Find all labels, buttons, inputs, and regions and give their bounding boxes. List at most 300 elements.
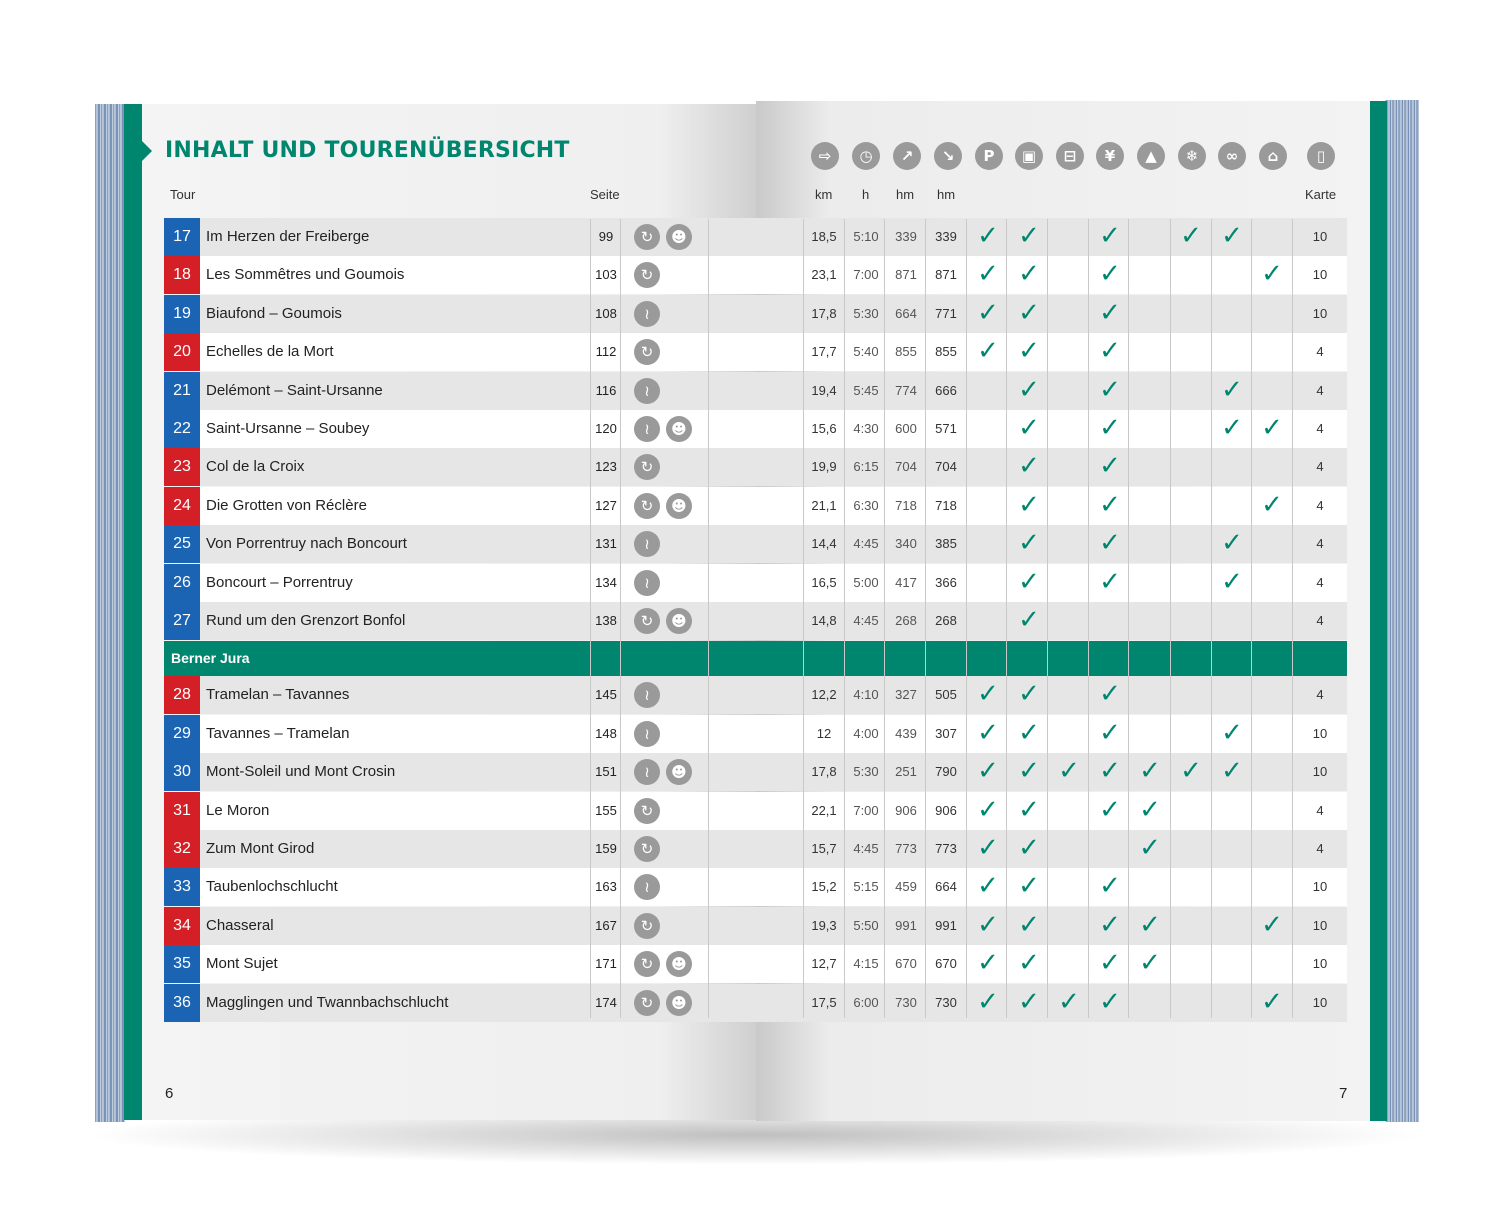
winter-icon: ❄ xyxy=(1178,142,1206,170)
round-trip-icon: ↻ xyxy=(634,262,660,288)
descent-hm: 718 xyxy=(935,497,957,513)
tour-name: Saint-Ursanne – Soubey xyxy=(206,420,370,437)
round-trip-icon: ↻ xyxy=(634,798,660,824)
page-reference: 171 xyxy=(595,956,617,972)
column-divider xyxy=(1251,219,1252,1018)
ascent-hm: 718 xyxy=(895,497,917,513)
header-h: h xyxy=(862,187,870,202)
check-icon: ✓ xyxy=(1099,871,1121,902)
check-icon: ✓ xyxy=(1018,794,1040,825)
ascent-hm: 774 xyxy=(895,382,917,398)
check-icon: ✓ xyxy=(1018,413,1040,443)
column-divider xyxy=(1170,219,1171,1018)
check-icon: ✓ xyxy=(1099,566,1121,597)
check-icon: ✓ xyxy=(1018,833,1040,863)
column-divider xyxy=(590,219,591,1018)
tour-name: Delémont – Saint-Ursanne xyxy=(206,381,383,399)
check-icon: ✓ xyxy=(1139,909,1161,940)
one-way-icon: ≀ xyxy=(634,682,660,708)
check-icon: ✓ xyxy=(1099,259,1121,290)
ascent-hm: 906 xyxy=(895,802,917,818)
parking-icon: P xyxy=(975,142,1003,170)
descent-hm: 991 xyxy=(935,917,957,933)
section-label: Berner Jura xyxy=(171,649,250,666)
tour-name: Zum Mont Girod xyxy=(206,840,315,857)
check-icon: ✓ xyxy=(1018,451,1040,482)
right-green-band xyxy=(1370,101,1387,1121)
check-icon: ✓ xyxy=(977,986,999,1017)
descent-hm: 771 xyxy=(935,305,957,321)
duration-hours: 6:00 xyxy=(853,994,879,1010)
descent-hm: 385 xyxy=(935,536,957,552)
tour-number: 35 xyxy=(164,945,200,983)
check-icon: ✓ xyxy=(1018,566,1040,597)
descent-hm: 704 xyxy=(935,459,957,475)
descent-hm: 268 xyxy=(935,613,957,628)
check-icon: ✓ xyxy=(1099,413,1121,443)
check-icon: ✓ xyxy=(1261,489,1283,520)
check-icon: ✓ xyxy=(1139,948,1161,979)
map-number: 4 xyxy=(1316,841,1324,856)
header-km: km xyxy=(815,187,833,202)
page-reference: 148 xyxy=(595,725,617,741)
descent-hm: 571 xyxy=(935,421,957,436)
descent-arrow-icon: ↘ xyxy=(934,142,962,170)
descent-hm: 871 xyxy=(935,267,957,283)
map-number: 10 xyxy=(1312,764,1328,780)
tour-name: Echelles de la Mort xyxy=(206,343,334,361)
ascent-hm: 600 xyxy=(895,421,917,436)
ascent-hm: 459 xyxy=(895,879,917,895)
tour-name: Boncourt – Porrentruy xyxy=(206,573,353,591)
duration-hours: 4:30 xyxy=(853,421,879,436)
map-icon: ▯ xyxy=(1307,142,1335,170)
map-number: 4 xyxy=(1316,459,1324,475)
map-number: 4 xyxy=(1316,802,1324,818)
tour-number: 22 xyxy=(164,410,200,448)
descent-hm: 670 xyxy=(935,956,957,972)
check-icon: ✓ xyxy=(1018,679,1040,710)
tour-number: 27 xyxy=(164,602,200,640)
one-way-icon: ≀ xyxy=(634,301,660,327)
descent-hm: 906 xyxy=(935,802,957,818)
tour-name: Mont-Soleil und Mont Crosin xyxy=(206,763,396,781)
check-icon: ✓ xyxy=(1018,605,1040,635)
distance-km: 18,5 xyxy=(811,229,837,244)
distance-km: 21,1 xyxy=(811,497,837,513)
tour-name: Biaufond – Goumois xyxy=(206,304,342,322)
page-reference: 151 xyxy=(595,764,617,780)
column-divider xyxy=(1128,219,1129,1018)
tour-name: Le Moron xyxy=(206,801,270,819)
map-number: 10 xyxy=(1312,229,1328,244)
check-icon: ✓ xyxy=(1018,909,1040,940)
page-number-left: 6 xyxy=(165,1085,174,1102)
check-icon: ✓ xyxy=(1139,794,1161,825)
round-trip-icon: ↻ xyxy=(634,454,660,480)
left-green-band xyxy=(124,104,142,1120)
distance-km: 17,8 xyxy=(811,764,837,780)
ascent-hm: 268 xyxy=(895,613,917,628)
duration-hours: 4:45 xyxy=(853,613,879,628)
duration-hours: 7:00 xyxy=(853,267,879,283)
map-number: 4 xyxy=(1316,574,1324,590)
check-icon: ✓ xyxy=(1139,833,1161,863)
tour-number: 20 xyxy=(164,333,200,371)
duration-hours: 5:50 xyxy=(853,917,879,933)
tour-number: 32 xyxy=(164,830,200,868)
check-icon: ✓ xyxy=(1099,336,1121,367)
distance-km: 17,5 xyxy=(811,994,837,1010)
check-icon: ✓ xyxy=(1099,297,1121,328)
round-trip-icon: ↻ xyxy=(634,493,660,519)
check-icon: ✓ xyxy=(977,297,999,328)
family-friendly-icon: ☻ xyxy=(666,608,692,634)
distance-km: 12 xyxy=(816,725,832,741)
tour-name: Mont Sujet xyxy=(206,955,278,973)
ascent-hm: 417 xyxy=(895,574,917,590)
duration-hours: 5:00 xyxy=(853,574,879,590)
check-icon: ✓ xyxy=(1058,756,1080,787)
distance-km: 23,1 xyxy=(811,267,837,283)
page-reference: 112 xyxy=(595,344,617,360)
map-number: 10 xyxy=(1312,917,1328,933)
check-icon: ✓ xyxy=(1261,259,1283,290)
header-hm-down: hm xyxy=(937,187,956,202)
cable-car-icon: ⊟ xyxy=(1056,142,1084,170)
duration-hours: 4:45 xyxy=(853,841,879,856)
distance-km: 15,6 xyxy=(811,421,837,436)
restaurant-icon: ¥ xyxy=(1096,142,1124,170)
check-icon: ✓ xyxy=(1261,986,1283,1017)
family-friendly-icon: ☻ xyxy=(666,951,692,977)
descent-hm: 339 xyxy=(935,229,957,244)
check-icon: ✓ xyxy=(1018,336,1040,367)
duration-hours: 5:40 xyxy=(853,344,879,360)
ascent-hm: 670 xyxy=(895,956,917,972)
page-reference: 99 xyxy=(598,229,614,244)
one-way-icon: ≀ xyxy=(634,416,660,442)
distance-km: 14,8 xyxy=(811,613,837,628)
ascent-hm: 773 xyxy=(895,841,917,856)
check-icon: ✓ xyxy=(1099,717,1121,748)
duration-hours: 5:30 xyxy=(853,764,879,780)
duration-hours: 5:30 xyxy=(853,305,879,321)
bus-icon: ▣ xyxy=(1015,142,1043,170)
round-trip-icon: ↻ xyxy=(634,913,660,939)
tour-number: 23 xyxy=(164,448,200,486)
check-icon: ✓ xyxy=(1018,756,1040,787)
check-icon: ✓ xyxy=(1018,528,1040,559)
check-icon: ✓ xyxy=(1099,489,1121,520)
page-reference: 123 xyxy=(595,459,617,475)
tour-name: Von Porrentruy nach Boncourt xyxy=(206,535,407,553)
round-trip-icon: ↻ xyxy=(634,951,660,977)
check-icon: ✓ xyxy=(1221,221,1243,251)
check-icon: ✓ xyxy=(977,679,999,710)
page-reference: 145 xyxy=(595,687,617,703)
page-reference: 134 xyxy=(595,574,617,590)
descent-hm: 366 xyxy=(935,574,957,590)
signpost-icon: ⇨ xyxy=(811,142,839,170)
map-number: 10 xyxy=(1312,267,1328,283)
tour-number: 24 xyxy=(164,487,200,525)
ascent-hm: 664 xyxy=(895,305,917,321)
check-icon: ✓ xyxy=(1099,374,1121,405)
page-reference: 167 xyxy=(595,917,617,933)
round-trip-icon: ↻ xyxy=(634,608,660,634)
distance-km: 19,9 xyxy=(811,459,837,475)
descent-hm: 773 xyxy=(935,841,957,856)
tour-number: 19 xyxy=(164,295,200,333)
column-divider xyxy=(1211,219,1212,1018)
distance-km: 15,7 xyxy=(811,841,837,856)
check-icon: ✓ xyxy=(1018,948,1040,979)
header-tour: Tour xyxy=(170,187,196,202)
duration-hours: 4:00 xyxy=(853,725,879,741)
ascent-hm: 730 xyxy=(895,994,917,1010)
column-divider xyxy=(620,219,621,1018)
tour-name: Rund um den Grenzort Bonfol xyxy=(206,612,406,629)
check-icon: ✓ xyxy=(977,717,999,748)
family-friendly-icon: ☻ xyxy=(666,416,692,442)
descent-hm: 307 xyxy=(935,725,957,741)
tour-name: Col de la Croix xyxy=(206,458,305,476)
tour-name: Tavannes – Tramelan xyxy=(206,724,350,742)
clock-icon: ◷ xyxy=(852,142,880,170)
map-number: 4 xyxy=(1316,613,1324,628)
descent-hm: 855 xyxy=(935,344,957,360)
check-icon: ✓ xyxy=(977,871,999,902)
tour-name: Tramelan – Tavannes xyxy=(206,686,350,704)
duration-hours: 6:15 xyxy=(853,459,879,475)
distance-km: 17,8 xyxy=(811,305,837,321)
check-icon: ✓ xyxy=(977,909,999,940)
check-icon: ✓ xyxy=(1099,909,1121,940)
duration-hours: 5:15 xyxy=(853,879,879,895)
distance-km: 15,2 xyxy=(811,879,837,895)
check-icon: ✓ xyxy=(1221,566,1243,597)
one-way-icon: ≀ xyxy=(634,874,660,900)
check-icon: ✓ xyxy=(1018,374,1040,405)
summit-icon: ▲ xyxy=(1137,142,1165,170)
tour-name: Die Grotten von Réclère xyxy=(206,496,367,514)
check-icon: ✓ xyxy=(1221,756,1243,787)
check-icon: ✓ xyxy=(1099,679,1121,710)
page-reference: 127 xyxy=(595,497,617,513)
map-number: 10 xyxy=(1312,725,1328,741)
tour-number: 31 xyxy=(164,792,200,830)
column-divider xyxy=(1047,219,1048,1018)
check-icon: ✓ xyxy=(1018,717,1040,748)
check-icon: ✓ xyxy=(977,794,999,825)
tour-name: Im Herzen der Freiberge xyxy=(206,228,370,245)
duration-hours: 4:10 xyxy=(853,687,879,703)
distance-km: 17,7 xyxy=(811,344,837,360)
descent-hm: 790 xyxy=(935,764,957,780)
tour-number: 21 xyxy=(164,372,200,410)
page-number-right: 7 xyxy=(1339,1085,1348,1102)
check-icon: ✓ xyxy=(1099,794,1121,825)
distance-km: 22,1 xyxy=(811,802,837,818)
check-icon: ✓ xyxy=(1139,756,1161,787)
check-icon: ✓ xyxy=(977,336,999,367)
ascent-hm: 855 xyxy=(895,344,917,360)
check-icon: ✓ xyxy=(977,833,999,863)
column-divider xyxy=(803,219,804,1018)
check-icon: ✓ xyxy=(1221,374,1243,405)
page-title: INHALT UND TOURENÜBERSICHT xyxy=(165,138,570,163)
ascent-hm: 991 xyxy=(895,917,917,933)
tour-number: 29 xyxy=(164,715,200,753)
distance-km: 16,5 xyxy=(811,574,837,590)
distance-km: 19,3 xyxy=(811,917,837,933)
column-divider xyxy=(708,219,709,1018)
duration-hours: 4:15 xyxy=(853,956,879,972)
check-icon: ✓ xyxy=(1018,489,1040,520)
page-reference: 103 xyxy=(595,267,617,283)
tour-name: Taubenlochschlucht xyxy=(206,878,338,896)
descent-hm: 664 xyxy=(935,879,957,895)
check-icon: ✓ xyxy=(1099,451,1121,482)
check-icon: ✓ xyxy=(1180,221,1202,251)
check-icon: ✓ xyxy=(1261,909,1283,940)
title-marker xyxy=(142,141,152,161)
page-reference: 155 xyxy=(595,802,617,818)
check-icon: ✓ xyxy=(1058,986,1080,1017)
check-icon: ✓ xyxy=(1221,717,1243,748)
ascent-hm: 251 xyxy=(895,764,917,780)
map-number: 10 xyxy=(1312,956,1328,972)
tour-number: 26 xyxy=(164,564,200,602)
ascent-hm: 327 xyxy=(895,687,917,703)
map-number: 4 xyxy=(1316,497,1324,513)
check-icon: ✓ xyxy=(977,259,999,290)
column-divider xyxy=(1088,219,1089,1018)
map-number: 4 xyxy=(1316,687,1324,703)
one-way-icon: ≀ xyxy=(634,570,660,596)
check-icon: ✓ xyxy=(1261,413,1283,443)
check-icon: ✓ xyxy=(1221,528,1243,559)
page-reference: 116 xyxy=(595,382,617,398)
check-icon: ✓ xyxy=(977,221,999,251)
ascent-hm: 871 xyxy=(895,267,917,283)
column-divider xyxy=(966,219,967,1018)
page-reference: 138 xyxy=(595,613,617,628)
tour-number: 17 xyxy=(164,218,200,256)
map-number: 4 xyxy=(1316,536,1324,552)
check-icon: ✓ xyxy=(1018,986,1040,1017)
distance-km: 12,7 xyxy=(811,956,837,972)
page-reference: 163 xyxy=(595,879,617,895)
duration-hours: 5:10 xyxy=(853,229,879,244)
one-way-icon: ≀ xyxy=(634,531,660,557)
tour-number: 34 xyxy=(164,907,200,945)
header-seite: Seite xyxy=(590,187,620,202)
one-way-icon: ≀ xyxy=(634,759,660,785)
duration-hours: 6:30 xyxy=(853,497,879,513)
one-way-icon: ≀ xyxy=(634,721,660,747)
column-divider xyxy=(1006,219,1007,1018)
check-icon: ✓ xyxy=(1221,413,1243,443)
column-divider xyxy=(884,219,885,1018)
tour-number: 28 xyxy=(164,676,200,714)
family-friendly-icon: ☻ xyxy=(666,493,692,519)
map-number: 4 xyxy=(1316,382,1324,398)
duration-hours: 7:00 xyxy=(853,802,879,818)
round-trip-icon: ↻ xyxy=(634,339,660,365)
descent-hm: 505 xyxy=(935,687,957,703)
page-reference: 131 xyxy=(595,536,617,552)
page-edges-left xyxy=(95,104,125,1122)
check-icon: ✓ xyxy=(1180,756,1202,787)
page-reference: 159 xyxy=(595,841,617,856)
map-number: 10 xyxy=(1312,994,1328,1010)
page-reference: 174 xyxy=(595,994,617,1010)
tour-name: Magglingen und Twannbachschlucht xyxy=(206,993,449,1011)
tour-number: 36 xyxy=(164,984,200,1022)
check-icon: ✓ xyxy=(1018,871,1040,902)
page-reference: 108 xyxy=(595,305,617,321)
check-icon: ✓ xyxy=(1099,948,1121,979)
ascent-hm: 339 xyxy=(895,229,917,244)
check-icon: ✓ xyxy=(977,756,999,787)
check-icon: ✓ xyxy=(1099,756,1121,787)
ascent-hm: 340 xyxy=(895,536,917,552)
header-karte: Karte xyxy=(1305,187,1337,202)
family-friendly-icon: ☻ xyxy=(666,759,692,785)
duration-hours: 4:45 xyxy=(853,536,879,552)
column-divider xyxy=(925,219,926,1018)
descent-hm: 666 xyxy=(935,382,957,398)
duration-hours: 5:45 xyxy=(853,382,879,398)
page-edges-right xyxy=(1385,100,1419,1122)
check-icon: ✓ xyxy=(1018,259,1040,290)
tour-name: Chasseral xyxy=(206,916,274,934)
one-way-icon: ≀ xyxy=(634,378,660,404)
distance-km: 12,2 xyxy=(811,687,837,703)
round-trip-icon: ↻ xyxy=(634,224,660,250)
check-icon: ✓ xyxy=(977,948,999,979)
header-hm-up: hm xyxy=(896,187,915,202)
tour-number: 33 xyxy=(164,868,200,906)
family-friendly-icon: ☻ xyxy=(666,224,692,250)
descent-hm: 730 xyxy=(935,994,957,1010)
map-number: 4 xyxy=(1316,344,1324,360)
page-reference: 120 xyxy=(595,421,617,436)
ascent-hm: 439 xyxy=(895,725,917,741)
bicycle-icon: ∞ xyxy=(1218,142,1246,170)
distance-km: 19,4 xyxy=(811,382,837,398)
check-icon: ✓ xyxy=(1018,297,1040,328)
round-trip-icon: ↻ xyxy=(634,836,660,862)
accommodation-icon: ⌂ xyxy=(1259,142,1287,170)
round-trip-icon: ↻ xyxy=(634,990,660,1016)
tour-number: 18 xyxy=(164,256,200,294)
column-divider xyxy=(844,219,845,1018)
check-icon: ✓ xyxy=(1099,986,1121,1017)
distance-km: 14,4 xyxy=(811,536,837,552)
check-icon: ✓ xyxy=(1099,221,1121,251)
tour-name: Les Sommêtres und Goumois xyxy=(206,266,405,284)
ascent-arrow-icon: ↗ xyxy=(893,142,921,170)
map-number: 4 xyxy=(1316,421,1324,436)
tour-number: 25 xyxy=(164,525,200,563)
ascent-hm: 704 xyxy=(895,459,917,475)
family-friendly-icon: ☻ xyxy=(666,990,692,1016)
check-icon: ✓ xyxy=(1018,221,1040,251)
column-divider xyxy=(1292,219,1293,1018)
